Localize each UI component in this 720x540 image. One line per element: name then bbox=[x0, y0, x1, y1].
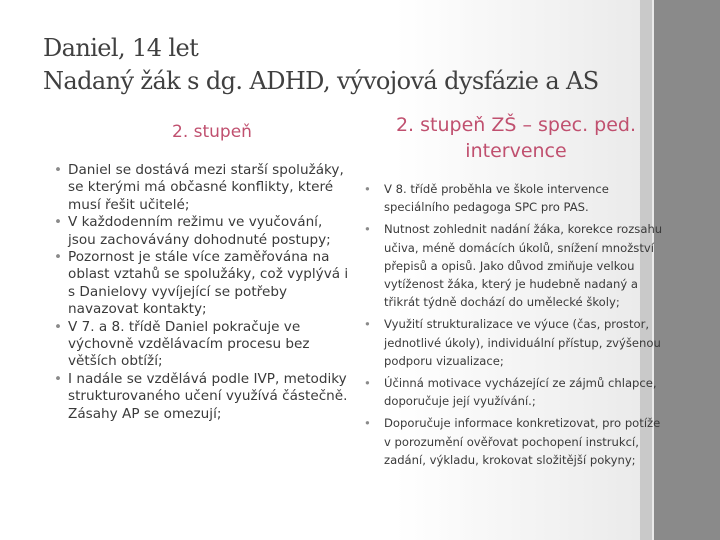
left-column bbox=[52, 120, 352, 423]
bullet-icon: • bbox=[54, 370, 63, 387]
list-item bbox=[52, 319, 352, 371]
list-item-text: V 7. a 8. třídě Daniel pokračuje ve výchovně vzdělávacím procesu bez větších obtíží; bbox=[68, 318, 310, 370]
bullet-icon: • bbox=[364, 317, 371, 332]
bullet-icon: • bbox=[54, 162, 63, 178]
list-item bbox=[52, 162, 352, 214]
list-item-text: V každodenním režimu ve vyučování, jsou zachovávány dohodnuté postupy; bbox=[68, 214, 331, 248]
list-item bbox=[362, 414, 670, 469]
title-line-1: Daniel, 14 let bbox=[43, 34, 199, 62]
list-item bbox=[52, 214, 352, 249]
list-item-text: Využití strukturalizace ve výuce (čas, prostor, jednotlivé úkoly), individuální přístup, zvýšenou podporu vizualizace; bbox=[384, 317, 661, 368]
left-heading: 2. stupeň bbox=[172, 122, 252, 142]
bullet-icon: • bbox=[364, 416, 371, 431]
right-column bbox=[362, 112, 670, 473]
list-item bbox=[52, 249, 352, 319]
list-item-text: I nadále se vzdělává podle IVP, metodiky strukturovaného učení využívá částečně. Zásahy AP se omezují; bbox=[68, 370, 348, 422]
list-item bbox=[52, 371, 352, 423]
bullet-icon: • bbox=[54, 318, 63, 335]
left-bullet-list bbox=[52, 162, 352, 423]
list-item-text: V 8. třídě proběhla ve škole intervence speciálního pedagoga SPC pro PAS. bbox=[384, 182, 609, 215]
list-item-text: Nutnost zohlednit nadání žáka, korekce rozsahu učiva, méně domácích úkolů, snížení množství přepisů a opisů. Jako důvod zmiňuje velkou vytíženost žáka, který je hudebně nadaný a třikrát týdně dochází do umělecké školy; bbox=[384, 222, 663, 310]
slide-title bbox=[43, 32, 643, 98]
list-item-text: Daniel se dostává mezi starší spolužáky, se kterými má občasné konflikty, které musí řešit učitelé; bbox=[68, 162, 344, 213]
list-item-text: Pozornost je stále více zaměřována na oblast vztahů se spolužáky, což vyplývá i s Danielovy vyvíjející se potřeby navazovat kontakty; bbox=[68, 249, 349, 318]
bullet-icon: • bbox=[364, 222, 371, 237]
title-line-2: Nadaný žák s dg. ADHD, vývojová dysfázie a AS bbox=[43, 67, 599, 95]
list-item-text: Doporučuje informace konkretizovat, pro potíže v porozumění ověřovat pochopení instrukcí, zadání, výkladu, krokovat složitější pokyny; bbox=[384, 416, 661, 467]
bullet-icon: • bbox=[54, 249, 63, 266]
right-bullet-list bbox=[362, 180, 670, 469]
list-item bbox=[362, 315, 670, 370]
list-item bbox=[362, 180, 670, 216]
bullet-icon: • bbox=[364, 182, 371, 196]
list-item bbox=[362, 374, 670, 410]
bullet-icon: • bbox=[54, 214, 63, 231]
right-heading: 2. stupeň ZŠ – spec. ped. intervence bbox=[395, 114, 637, 162]
list-item bbox=[362, 220, 670, 311]
bullet-icon: • bbox=[364, 376, 371, 391]
list-item-text: Účinná motivace vycházející ze zájmů chlapce, doporučuje její využívání.; bbox=[384, 376, 657, 409]
